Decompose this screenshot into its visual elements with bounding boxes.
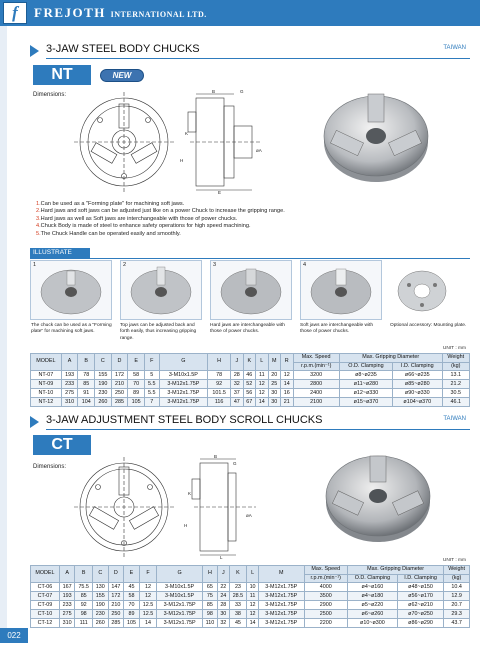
table-cell: CT-09 [31,601,60,610]
table-cell: ø6~ø260 [347,610,397,619]
table-cell: 2800 [293,380,339,389]
table-cell: 12 [139,583,157,592]
ct-origin: TAIWAN [443,416,466,422]
table-cell: 56 [243,389,255,398]
nt-section-heading [30,41,470,61]
table-cell: 3-M12x1.75P [157,619,203,628]
header-bar [0,0,480,26]
col-header: E [128,354,145,371]
table-row [31,610,470,619]
table-cell: CT-10 [31,610,60,619]
table-cell: 275 [59,610,75,619]
table-cell: 85 [202,601,217,610]
svg-text:B: B [212,90,216,94]
table-cell: 172 [111,371,128,380]
illustrate-label: ILLUSTRATE [30,248,90,258]
ct-technical-drawing [70,455,266,561]
table-cell: 3-M12x1.75P [258,592,304,601]
table-cell: 167 [59,583,75,592]
table-cell: 13.1 [442,371,469,380]
feature-item: 5.The Chuck Handle can be operated easily and smoothly. [36,230,181,237]
nt-section-title: 3-JAW STEEL BODY CHUCKS [46,43,200,55]
table-cell: 5 [144,371,159,380]
col-header: Max. Gripping Diameter [339,354,442,363]
table-cell: 3-M12x1.75P [159,389,208,398]
table-row [31,583,470,592]
table-cell: ø8~ø235 [339,371,392,380]
table-cell: 28.5 [229,592,247,601]
table-cell: ø4~ø160 [347,583,397,592]
col-header: G [159,354,208,371]
table-cell: 190 [95,380,112,389]
table-cell: 250 [111,389,128,398]
table-cell: 92 [75,601,93,610]
col-header: Weight [444,566,470,575]
col-header: B [78,354,95,371]
table-cell: 58 [128,371,145,380]
col-header: H [202,566,217,583]
table-cell: 28 [231,371,243,380]
nt-technical-drawing [70,90,266,196]
table-cell: 46 [243,371,255,380]
table-cell: NT-12 [31,398,62,407]
table-cell: 11 [256,371,268,380]
table-cell: 147 [108,583,124,592]
table-cell: 193 [61,371,78,380]
feature-item: 3.Hard jaws as well as Soft jaws are interchangeable with those of power chucks. [36,215,238,222]
col-header: C [92,566,108,583]
illustration-caption: The chuck can be used as a "Forming plate" for machining soft jaws. [31,323,112,335]
table-cell: 21 [281,398,293,407]
table-cell: 70 [124,601,140,610]
nt-chuck-photo [316,80,436,190]
table-cell: 33 [229,601,247,610]
nt-table-body [31,371,470,407]
table-cell: 12 [256,389,268,398]
table-cell: ø11~ø280 [339,380,392,389]
heading-arrow-icon [30,416,39,428]
table-cell: 5.5 [144,380,159,389]
table-cell: 3-M10x1.5P [159,371,208,380]
table-cell: 3-M12x1.75P [258,619,304,628]
table-cell: ø66~ø235 [393,371,442,380]
ct-spec-table [30,565,470,628]
ct-section-heading [30,412,470,432]
table-cell: 30 [217,610,229,619]
table-cell: 37 [231,389,243,398]
table-cell: 85 [75,592,93,601]
table-cell: 10.4 [444,583,470,592]
col-header: K [229,566,247,583]
col-header: Max. Gripping Diameter [347,566,443,575]
col-header: D [108,566,124,583]
col-header: F [144,354,159,371]
nt-spec-table [30,353,470,407]
table-cell: 193 [59,592,75,601]
table-cell: 3-M12x1.75P [159,398,208,407]
table-cell: 3-M10x1.5P [157,583,203,592]
col-subheader: (kg) [442,362,469,371]
table-cell: NT-07 [31,371,62,380]
table-cell: 75 [202,592,217,601]
table-cell: 5.5 [144,389,159,398]
ct-model-code: CT [33,435,91,455]
table-cell: ø104~ø370 [393,398,442,407]
table-cell: 2900 [304,601,347,610]
table-cell: 78 [78,371,95,380]
table-cell: 89 [124,610,140,619]
table-cell: CT-06 [31,583,60,592]
col-header: M [258,566,304,583]
table-cell: ø62~ø210 [397,601,443,610]
table-cell: 14 [139,619,157,628]
heading-rule [46,58,470,59]
table-cell: 46.1 [442,398,469,407]
col-header: Max. Speed [293,354,339,363]
table-cell: 75.5 [75,583,93,592]
ct-table-body [31,583,470,628]
table-cell: CT-12 [31,619,60,628]
table-cell: ø12~ø330 [339,389,392,398]
col-header: L [247,566,259,583]
illustration-caption: Optional accessory: Mounting plate. [390,323,467,328]
table-cell: 3-M12x1.75P [258,583,304,592]
table-cell: 85 [78,380,95,389]
table-cell: 12 [139,592,157,601]
table-cell: 12.9 [444,592,470,601]
table-cell: 3200 [293,371,339,380]
col-header: L [256,354,268,371]
nt-feature-list [36,201,436,238]
table-row [31,389,470,398]
table-cell: 172 [108,592,124,601]
col-header: Max. Speed [304,566,347,575]
col-subheader: I.D. Clamping [397,574,443,583]
table-cell: ø56~ø170 [397,592,443,601]
table-cell: 230 [95,389,112,398]
table-cell: ø5~ø220 [347,601,397,610]
svg-text:H: H [180,158,184,163]
illustration-1: 1 [30,260,112,320]
col-header: B [75,566,93,583]
table-cell: 14 [281,380,293,389]
col-header: M [268,354,280,371]
table-cell: 101.5 [208,389,231,398]
illustrate-rule [30,258,470,259]
col-subheader: r.p.m.(min⁻¹) [304,574,347,583]
table-row [31,592,470,601]
table-cell: ø4~ø180 [347,592,397,601]
table-cell: 21.2 [442,380,469,389]
table-cell: ø70~ø250 [397,610,443,619]
table-cell: 24 [217,592,229,601]
table-cell: 260 [95,398,112,407]
feature-item: 2.Hard jaws and soft jaws can be adjusted just like on a power Chuck to increase the gripping range. [36,208,285,215]
svg-text:K: K [188,491,192,496]
col-subheader: r.p.m.(min⁻¹) [293,362,339,371]
table-cell: 12 [256,380,268,389]
table-cell: 275 [61,389,78,398]
col-header: MODEL [31,354,62,371]
svg-text:G: G [240,90,244,94]
illustration-caption: Soft jaws are interchangeable with those of power chucks. [300,323,374,335]
table-cell: 14 [247,619,259,628]
table-cell: 20 [268,371,280,380]
table-cell: 105 [128,398,145,407]
table-row [31,619,470,628]
heading-arrow-icon [30,45,39,57]
table-cell: 2100 [293,398,339,407]
svg-text:G: G [233,461,237,466]
table-cell: 30 [268,389,280,398]
col-header: G [157,566,203,583]
table-cell: 22 [217,583,229,592]
page-number: 022 [0,628,28,643]
table-row [31,601,470,610]
table-cell: 3-M12x1.75P [258,610,304,619]
brand-suffix: INTERNATIONAL LTD. [110,10,207,19]
table-cell: NT-10 [31,389,62,398]
brand-logo: f [3,2,27,24]
svg-text:L: L [220,555,223,560]
table-cell: 45 [124,583,140,592]
table-cell: 91 [78,389,95,398]
ct-unit-label: UNIT : mm [442,558,466,563]
brand-main: FREJOTH [34,5,106,20]
table-cell: 12.5 [139,601,157,610]
table-cell: 190 [92,601,108,610]
table-cell: 310 [61,398,78,407]
table-cell: 14 [256,398,268,407]
table-cell: 29.3 [444,610,470,619]
feature-item: 4.Chuck Body is made of steel to enhance safety operations for high speed machining. [36,223,251,230]
table-cell: 210 [108,601,124,610]
table-cell: 4000 [304,583,347,592]
table-cell: 98 [75,610,93,619]
table-cell: 3-M12x1.75P [159,380,208,389]
col-header: J [231,354,243,371]
col-header: K [243,354,255,371]
svg-text:øA: øA [246,513,252,518]
table-cell: 38 [229,610,247,619]
nt-model-code: NT [33,65,91,85]
col-header: H [208,354,231,371]
svg-text:E: E [218,190,222,195]
table-cell: ø85~ø280 [393,380,442,389]
table-cell: 110 [202,619,217,628]
table-cell: 30 [268,398,280,407]
table-cell: 25 [268,380,280,389]
illustration-3: 3 [210,260,292,320]
table-cell: 3-M12x1.75P [157,601,203,610]
table-cell: 116 [208,398,231,407]
illustration-caption: Hard jaws are interchangeable with those of power chucks. [210,323,285,335]
table-cell: 12 [247,601,259,610]
table-cell: 285 [111,398,128,407]
col-header: J [217,566,229,583]
table-cell: 3-M10x1.5P [157,592,203,601]
table-cell: 230 [92,610,108,619]
nt-unit-label: UNIT : mm [442,346,466,351]
table-cell: 233 [61,380,78,389]
table-cell: CT-07 [31,592,60,601]
table-cell: 3-M12x1.75P [258,601,304,610]
table-cell: 47 [231,398,243,407]
svg-text:H: H [184,523,188,528]
table-cell: ø15~ø370 [339,398,392,407]
table-cell: ø10~ø300 [347,619,397,628]
table-cell: 155 [92,592,108,601]
brand-name [34,5,207,21]
illustration-mounting-plate [390,260,454,320]
table-cell: 7 [144,398,159,407]
ct-dimensions-label: Dimensions: [33,464,67,470]
table-cell: 67 [243,398,255,407]
table-cell: 2500 [304,610,347,619]
table-cell: 12.5 [139,610,157,619]
table-row [31,371,470,380]
table-cell: 65 [202,583,217,592]
table-cell: NT-09 [31,380,62,389]
table-cell: 155 [95,371,112,380]
feature-item: 1.Can be used as a "Forming plate" for machining soft jaws. [36,201,185,207]
col-header: A [59,566,75,583]
col-header: R [281,354,293,371]
table-cell: ø90~ø330 [393,389,442,398]
table-cell: 45 [229,619,247,628]
table-cell: 12 [281,371,293,380]
col-header: F [139,566,157,583]
table-cell: 105 [124,619,140,628]
table-cell: 210 [111,380,128,389]
col-subheader: I.D. Clamping [393,362,442,371]
table-cell: 12 [247,610,259,619]
table-cell: 104 [78,398,95,407]
ct-section-title: 3-JAW ADJUSTMENT STEEL BODY SCROLL CHUCKS [46,414,323,426]
table-cell: 250 [108,610,124,619]
table-cell: 3-M12x1.75P [157,610,203,619]
col-subheader: (kg) [444,574,470,583]
svg-text:B: B [214,455,218,459]
col-header: E [124,566,140,583]
col-header: MODEL [31,566,60,583]
table-cell: 16 [281,389,293,398]
table-cell: 285 [108,619,124,628]
col-subheader: O.D. Clamping [347,574,397,583]
new-badge: NEW [100,69,144,82]
table-cell: 233 [59,601,75,610]
table-cell: 89 [128,389,145,398]
table-cell: 52 [243,380,255,389]
nt-dimensions-label: Dimensions: [33,92,67,98]
heading-rule [46,429,470,430]
col-header: A [61,354,78,371]
table-cell: 70 [128,380,145,389]
table-row [31,380,470,389]
svg-text:K: K [185,131,189,136]
left-margin-strip [0,26,7,628]
table-cell: 130 [92,583,108,592]
table-cell: 20.7 [444,601,470,610]
table-cell: 43.7 [444,619,470,628]
col-subheader: O.D. Clamping [339,362,392,371]
table-cell: 260 [92,619,108,628]
table-cell: 23 [229,583,247,592]
table-cell: 11 [247,592,259,601]
col-header: C [95,354,112,371]
table-cell: 32 [231,380,243,389]
table-cell: 111 [75,619,93,628]
table-cell: 32 [217,619,229,628]
table-cell: 2400 [293,389,339,398]
table-cell: 30.5 [442,389,469,398]
illustration-caption: Top jaws can be adjusted back and forth easily, thus increasing gripping range. [120,323,197,341]
table-cell: 98 [202,610,217,619]
table-cell: 2200 [304,619,347,628]
col-header: Weight [442,354,469,363]
ct-chuck-photo [318,440,438,550]
table-row [31,398,470,407]
table-cell: 58 [124,592,140,601]
table-cell: ø86~ø290 [397,619,443,628]
table-cell: 310 [59,619,75,628]
table-cell: 3500 [304,592,347,601]
table-cell: 92 [208,380,231,389]
nt-origin: TAIWAN [443,45,466,51]
table-cell: ø48~ø150 [397,583,443,592]
col-header: D [111,354,128,371]
illustration-4: 4 [300,260,382,320]
table-cell: 28 [217,601,229,610]
table-cell: 10 [247,583,259,592]
table-cell: 78 [208,371,231,380]
svg-text:øA: øA [256,148,262,153]
illustration-2: 2 [120,260,202,320]
